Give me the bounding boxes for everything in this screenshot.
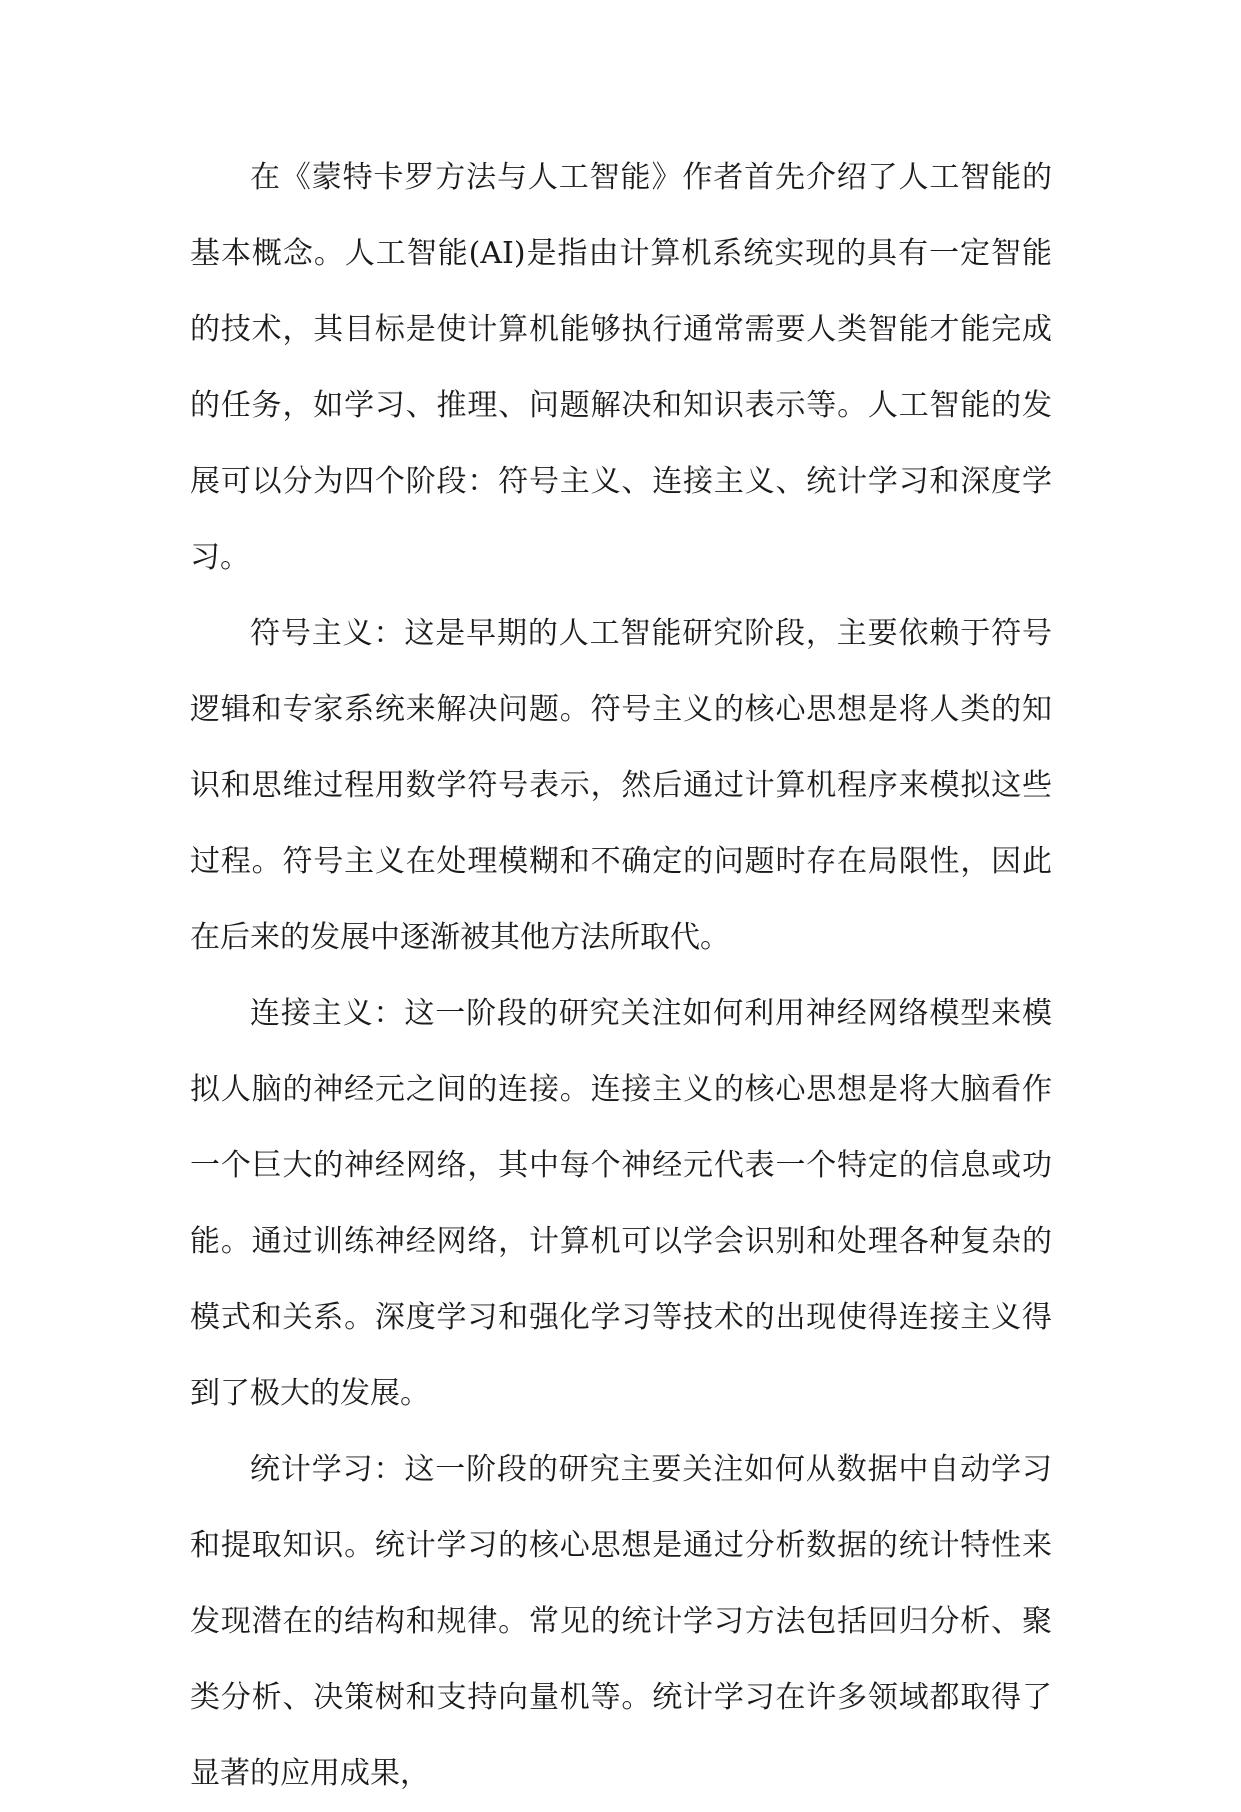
paragraph-connectionism: 连接主义：这一阶段的研究关注如何利用神经网络模型来模拟人脑的神经元之间的连接。连接主义的核心思想是将大脑看作一个巨大的神经网络，其中每个神经元代表一个特定的信息或功能。通过训练神经网络，计算机可以学会识别和处理各种复杂的模式和关系。深度学习和强化学习等技术的出现使得连接主义得到了极大的发展。	[190, 996, 1052, 1411]
paragraph-statistical-learning: 统计学习：这一阶段的研究主要关注如何从数据中自动学习和提取知识。统计学习的核心思想是通过分析数据的统计特性来发现潜在的结构和规律。常见的统计学习方法包括回归分析、聚类分析、决策树和支持向量机等。统计学习在许多领域都取得了显著的应用成果，	[190, 1452, 1052, 1791]
document-body	[190, 140, 1052, 1812]
paragraph-symbolism: 符号主义：这是早期的人工智能研究阶段，主要依赖于符号逻辑和专家系统来解决问题。符号主义的核心思想是将人类的知识和思维过程用数学符号表示，然后通过计算机程序来模拟这些过程。符号主义在处理模糊和不确定的问题时存在局限性，因此在后来的发展中逐渐被其他方法所取代。	[190, 616, 1052, 955]
paragraph-introduction: 在《蒙特卡罗方法与人工智能》作者首先介绍了人工智能的基本概念。人工智能(AI)是指由计算机系统实现的具有一定智能的技术，其目标是使计算机能够执行通常需要人类智能才能完成的任务，如学习、推理、问题解决和知识表示等。人工智能的发展可以分为四个阶段：符号主义、连接主义、统计学习和深度学习。	[190, 160, 1052, 575]
